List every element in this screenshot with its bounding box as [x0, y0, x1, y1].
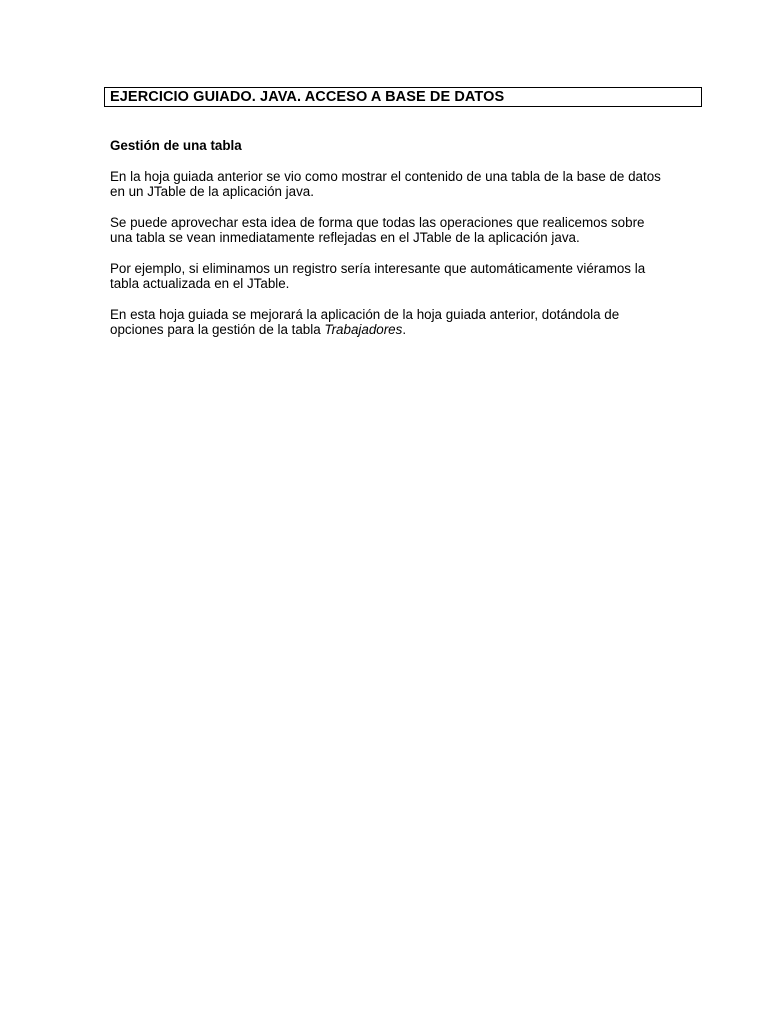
- paragraph-line: Por ejemplo, si eliminamos un registro sería interesante que automáticamente viéramos la: [110, 260, 646, 276]
- paragraph-2: [110, 215, 710, 246]
- paragraph-line: En esta hoja guiada se mejorará la aplicación de la hoja guiada anterior, dotándola de: [110, 306, 620, 322]
- paragraph-line: tabla actualizada en el JTable.: [110, 276, 290, 291]
- paragraph-line: En la hoja guiada anterior se vio como mostrar el contenido de una tabla de la base de datos: [110, 168, 661, 184]
- section-heading: Gestión de una tabla: [110, 138, 242, 153]
- paragraph-text: opciones para la gestión de la tabla: [110, 322, 325, 337]
- document-body: [110, 138, 710, 353]
- paragraph-line: Se puede aprovechar esta idea de forma que todas las operaciones que realicemos sobre: [110, 214, 645, 230]
- paragraph-line-mixed: [110, 322, 710, 338]
- paragraph-line: en un JTable de la aplicación java.: [110, 184, 314, 199]
- italic-term: Trabajadores: [324, 322, 403, 337]
- title-box: [104, 87, 702, 107]
- paragraph-4: [110, 307, 710, 338]
- paragraph-text: .: [402, 322, 407, 337]
- paragraph-1: [110, 169, 710, 200]
- document-title: EJERCICIO GUIADO. JAVA. ACCESO A BASE DE DATOS: [110, 89, 505, 105]
- paragraph-line: una tabla se vean inmediatamente reflejadas en el JTable de la aplicación java.: [110, 230, 580, 245]
- paragraph-3: [110, 261, 710, 292]
